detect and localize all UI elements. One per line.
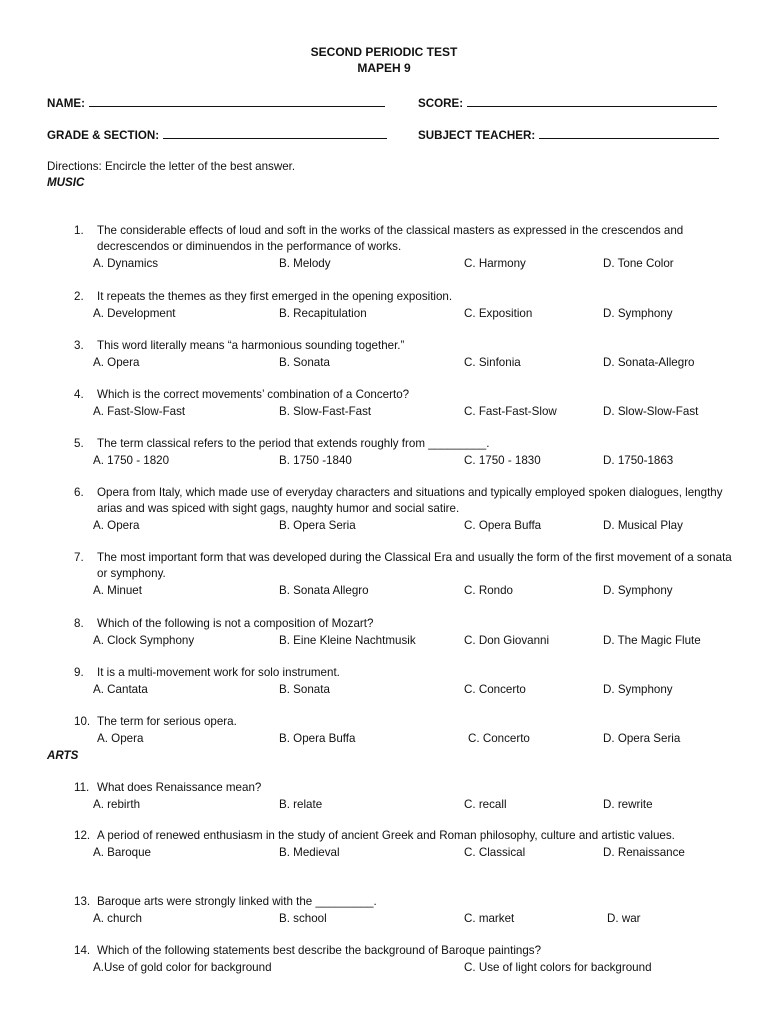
answer-option[interactable]: A.Use of gold color for background	[93, 961, 272, 974]
answer-option[interactable]: A. Opera	[97, 732, 144, 745]
question-item	[74, 485, 734, 517]
answer-option[interactable]: B. Slow-Fast-Fast	[279, 405, 372, 418]
answer-option[interactable]: B. Eine Kleine Nachtmusik	[279, 634, 416, 647]
question-text: Which of the following is not a composition of Mozart?	[97, 617, 374, 630]
question-text: The term classical refers to the period that extends roughly from _________.	[97, 437, 490, 450]
question-item	[74, 387, 734, 403]
question-number: 8.	[74, 617, 84, 630]
answer-option[interactable]: C. Concerto	[464, 683, 526, 696]
answer-option[interactable]: A. Development	[93, 307, 176, 320]
answer-option[interactable]: C. Rondo	[464, 584, 513, 597]
answer-option[interactable]: A. Clock Symphony	[93, 634, 195, 647]
section-heading-music: MUSIC	[47, 176, 85, 189]
question-number: 12.	[74, 829, 91, 842]
answer-option[interactable]: B. Sonata	[279, 356, 330, 369]
answer-option[interactable]: B. Sonata	[279, 683, 330, 696]
document-subtitle: MAPEH 9	[357, 61, 411, 75]
grade-section-field	[47, 126, 387, 144]
answer-option[interactable]: D. Tone Color	[603, 257, 674, 270]
question-number: 11.	[74, 781, 90, 794]
question-item	[74, 828, 734, 844]
answer-option[interactable]: C. Don Giovanni	[464, 634, 550, 647]
answer-option[interactable]: D. rewrite	[603, 798, 653, 811]
question-number: 3.	[74, 339, 84, 352]
answer-option[interactable]: A. Minuet	[93, 584, 142, 597]
question-number: 5.	[74, 437, 84, 450]
subject-teacher-label: SUBJECT TEACHER:	[418, 129, 536, 142]
question-item	[74, 780, 734, 796]
score-blank-line[interactable]	[467, 94, 717, 107]
answer-option[interactable]: D. Sonata-Allegro	[603, 356, 695, 369]
question-item	[74, 338, 734, 354]
question-text: A period of renewed enthusiasm in the study of ancient Greek and Roman philosophy, culture and artistic values.	[97, 829, 675, 842]
question-item	[74, 665, 734, 681]
score-field	[418, 94, 717, 112]
grade-section-blank-line[interactable]	[163, 126, 387, 139]
section-heading-arts: ARTS	[47, 749, 79, 762]
answer-option[interactable]: B. relate	[279, 798, 323, 811]
question-item	[74, 894, 734, 910]
grade-section-label: GRADE & SECTION:	[47, 129, 160, 142]
answer-option[interactable]: C. Opera Buffa	[464, 519, 542, 532]
answer-option[interactable]: A. Opera	[93, 519, 140, 532]
answer-option[interactable]: C. Concerto	[468, 732, 530, 745]
answer-option[interactable]: B. Medieval	[279, 846, 340, 859]
answer-option[interactable]: C. Fast-Fast-Slow	[464, 405, 557, 418]
question-number: 2.	[74, 290, 84, 303]
question-number: 1.	[74, 224, 84, 237]
document-title: SECOND PERIODIC TEST	[310, 45, 458, 59]
answer-option[interactable]: A. Fast-Slow-Fast	[93, 405, 186, 418]
answer-option[interactable]: B. Opera Seria	[279, 519, 356, 532]
answer-option[interactable]: D. Symphony	[603, 307, 673, 320]
answer-option[interactable]: A. Opera	[93, 356, 140, 369]
question-item	[74, 616, 734, 632]
question-number: 10.	[74, 715, 91, 728]
answer-option[interactable]: A. Dynamics	[93, 257, 159, 270]
question-text: It repeats the themes as they first emerged in the opening exposition.	[97, 290, 453, 303]
question-item	[74, 223, 734, 255]
answer-option[interactable]: D. The Magic Flute	[603, 634, 701, 647]
question-text: Opera from Italy, which made use of everyday characters and situations and typically employed spoken dialogues, lengthy arias and was spiced with sight gags, naughty humor and social satire.	[97, 486, 723, 515]
answer-option[interactable]: C. Harmony	[464, 257, 526, 270]
name-label: NAME:	[47, 97, 85, 110]
answer-option[interactable]: C. market	[464, 912, 515, 925]
answer-option[interactable]: B. school	[279, 912, 327, 925]
answer-option[interactable]: B. Melody	[279, 257, 331, 270]
question-item	[74, 289, 734, 305]
answer-option[interactable]: A. church	[93, 912, 142, 925]
answer-option[interactable]: B. 1750 -1840	[279, 454, 352, 467]
answer-option[interactable]: D. Opera Seria	[603, 732, 681, 745]
answer-option[interactable]: B. Recapitulation	[279, 307, 367, 320]
question-item	[74, 436, 734, 452]
question-item	[74, 943, 734, 959]
subject-teacher-field	[418, 126, 719, 144]
question-text: It is a multi-movement work for solo instrument.	[97, 666, 340, 679]
answer-option[interactable]: A. 1750 - 1820	[93, 454, 170, 467]
answer-option[interactable]: D. Musical Play	[603, 519, 683, 532]
answer-option[interactable]: C. 1750 - 1830	[464, 454, 541, 467]
question-text: The most important form that was developed during the Classical Era and usually the form of the first movement of a sonata or symphony.	[97, 551, 732, 580]
question-text: Baroque arts were strongly linked with the _________.	[97, 895, 377, 908]
answer-option[interactable]: A. rebirth	[93, 798, 141, 811]
question-number: 7.	[74, 551, 84, 564]
answer-option[interactable]: C. recall	[464, 798, 507, 811]
question-number: 6.	[74, 486, 84, 499]
answer-option[interactable]: B. Sonata Allegro	[279, 584, 369, 597]
answer-option[interactable]: C. Sinfonia	[464, 356, 521, 369]
answer-option[interactable]: D. Symphony	[603, 584, 673, 597]
answer-option[interactable]: A. Cantata	[93, 683, 148, 696]
question-text: This word literally means “a harmonious sounding together.”	[97, 339, 405, 352]
question-number: 9.	[74, 666, 84, 679]
question-number: 14.	[74, 944, 91, 957]
question-text: The term for serious opera.	[97, 715, 237, 728]
answer-option[interactable]: D. Symphony	[603, 683, 673, 696]
question-number: 13.	[74, 895, 91, 908]
name-blank-line[interactable]	[89, 94, 385, 107]
question-number: 4.	[74, 388, 84, 401]
question-text: What does Renaissance mean?	[97, 781, 262, 794]
name-field	[47, 94, 385, 112]
answer-option[interactable]: A. Baroque	[93, 846, 152, 859]
answer-option[interactable]: D. 1750-1863	[603, 454, 674, 467]
question-text: Which is the correct movements’ combination of a Concerto?	[97, 388, 410, 401]
question-item	[74, 550, 734, 582]
score-label: SCORE:	[418, 97, 464, 110]
directions-text: Directions: Encircle the letter of the best answer.	[47, 160, 296, 173]
answer-option[interactable]: D. Slow-Slow-Fast	[603, 405, 699, 418]
answer-option[interactable]: C. Use of light colors for background	[464, 961, 652, 974]
question-text: Which of the following statements best describe the background of Baroque paintings?	[97, 944, 542, 957]
answer-option[interactable]: C. Classical	[464, 846, 526, 859]
answer-option[interactable]: C. Exposition	[464, 307, 533, 320]
answer-option[interactable]: B. Opera Buffa	[279, 732, 356, 745]
answer-option[interactable]: D. Renaissance	[603, 846, 685, 859]
subject-teacher-blank-line[interactable]	[539, 126, 719, 139]
question-item	[74, 714, 734, 730]
answer-option[interactable]: D. war	[607, 912, 641, 925]
question-text: The considerable effects of loud and soft in the works of the classical masters as expressed in the crescendos and decrescendos or diminuendos in the performance of works.	[97, 224, 684, 253]
